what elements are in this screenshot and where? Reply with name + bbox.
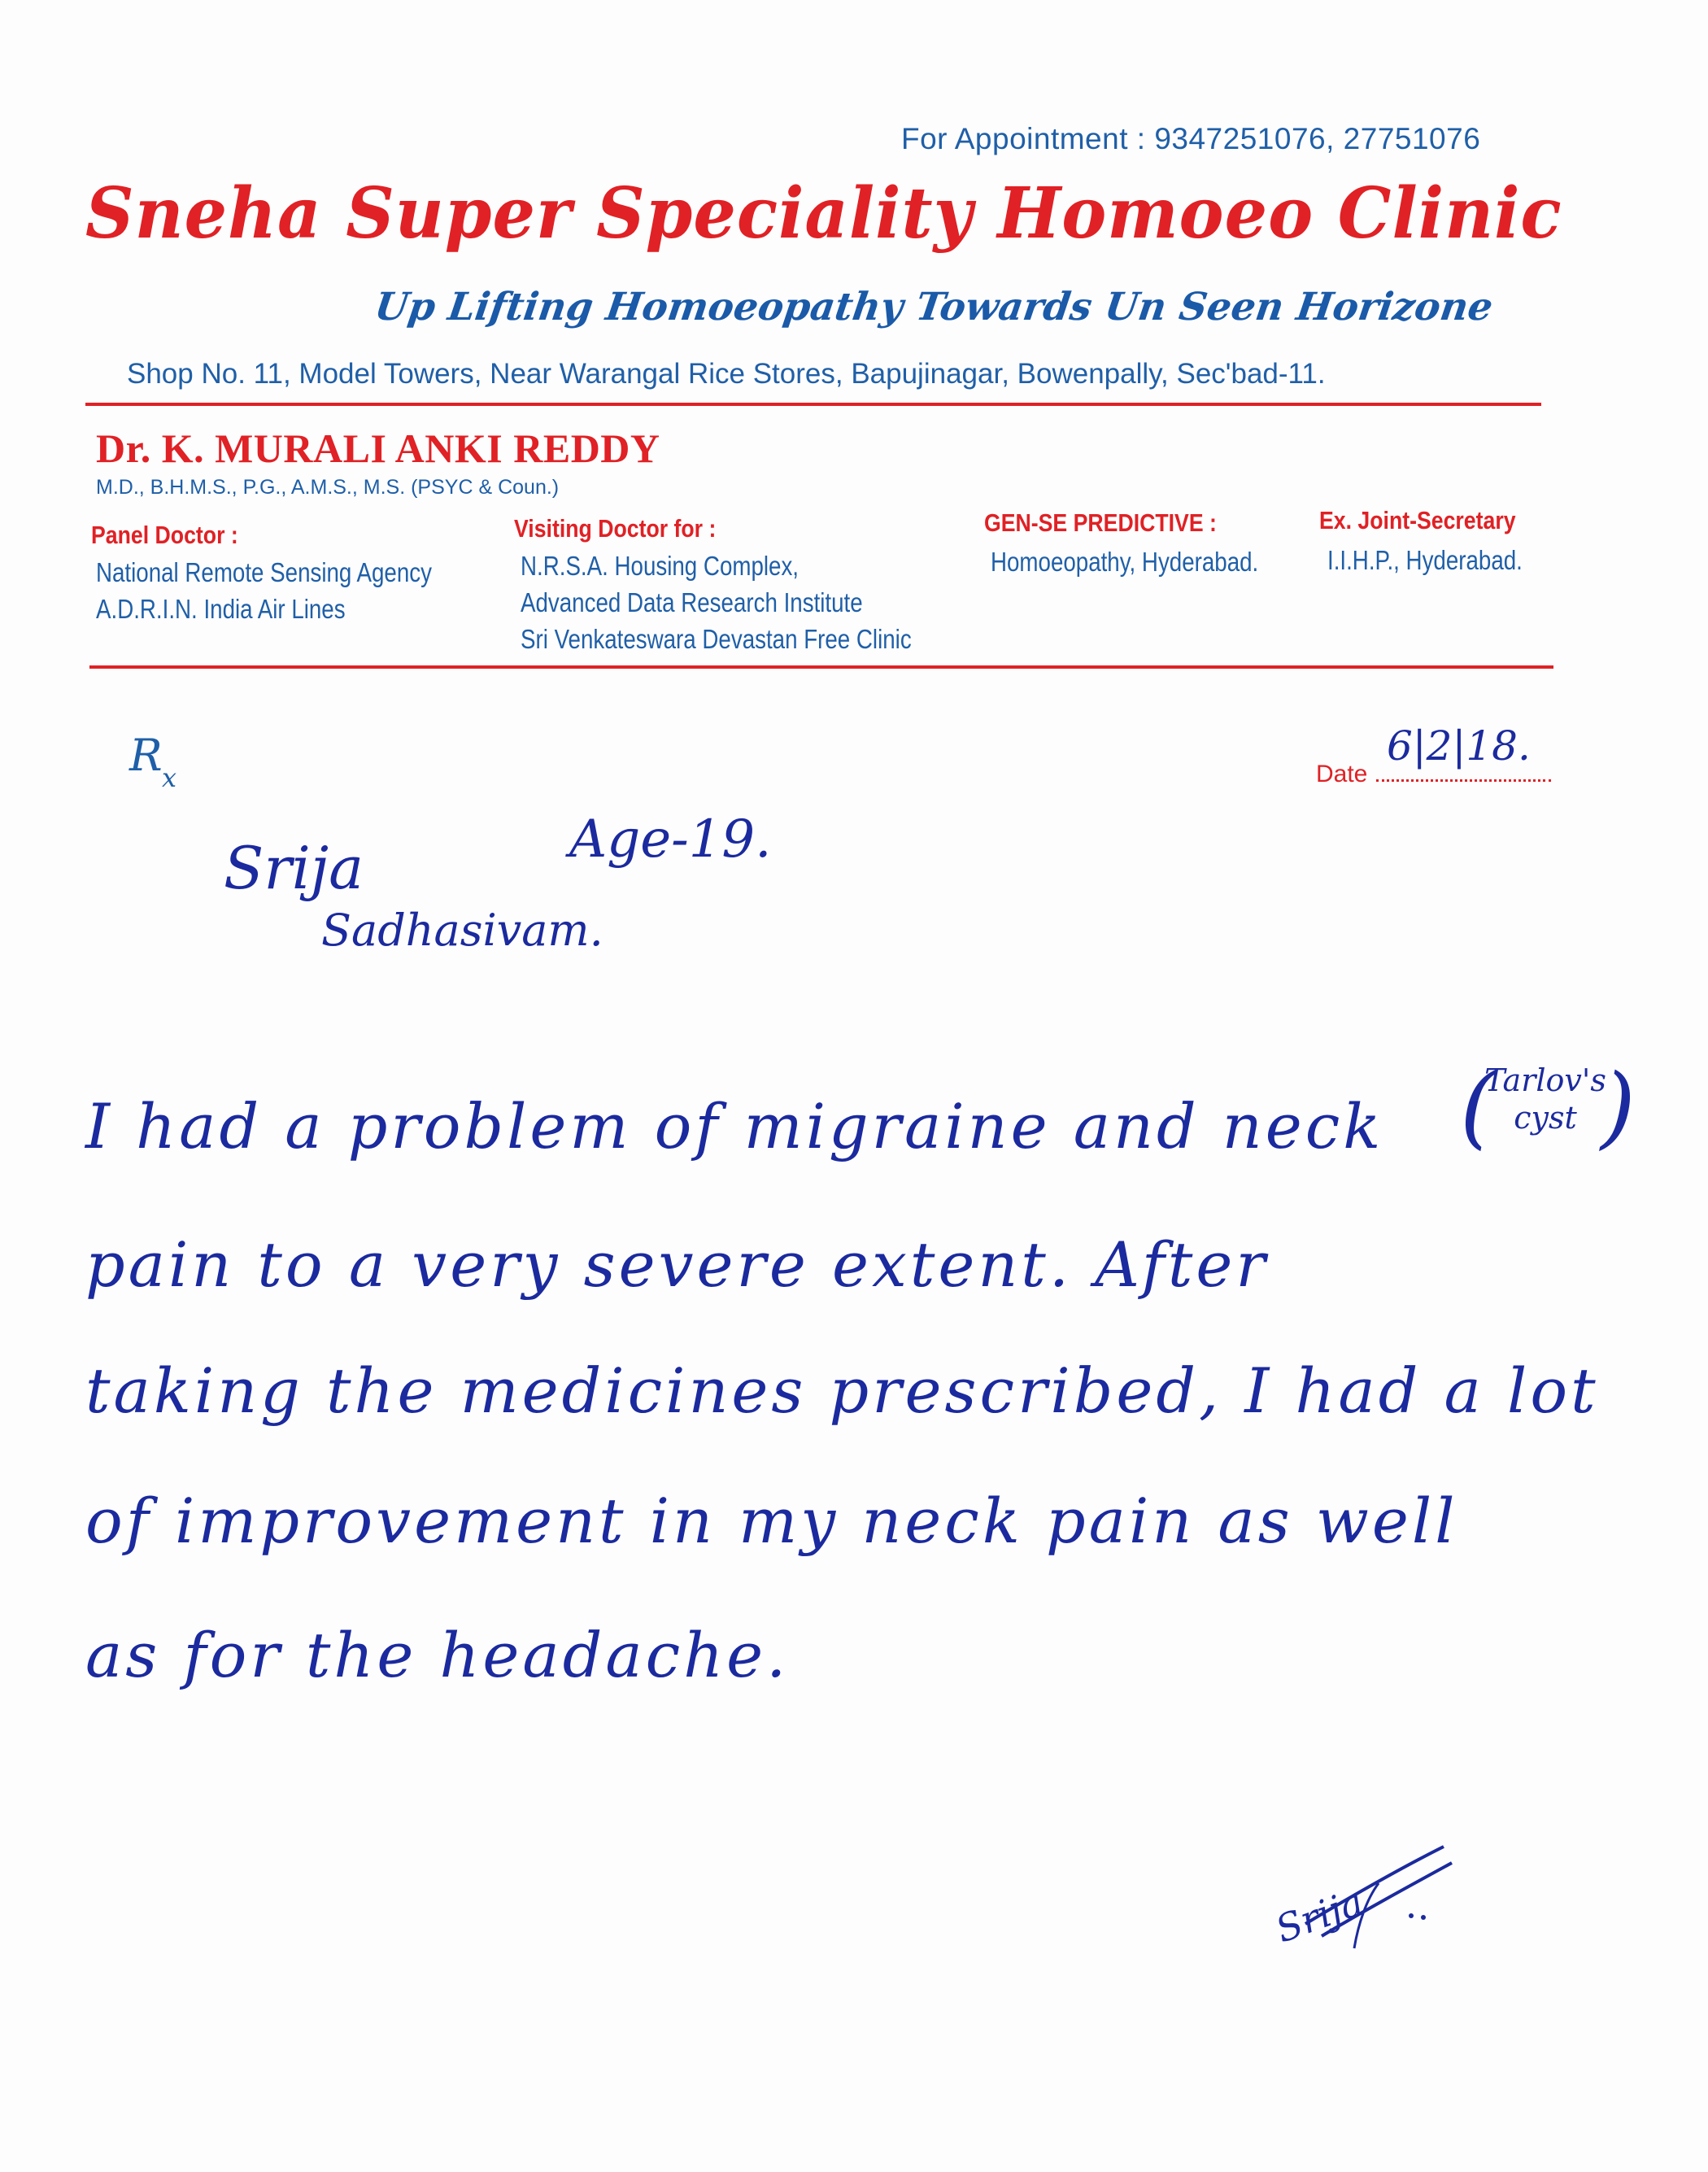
note-open-paren: (: [1460, 1054, 1495, 1158]
doctor-name: Dr. K. MURALI ANKI REDDY: [96, 425, 660, 471]
note-close-paren: ): [1601, 1054, 1636, 1158]
clinic-name: Sneha Super Speciality Homoeo Clinic: [85, 172, 1562, 255]
date-label: Date: [1316, 761, 1368, 787]
testimonial-line: taking the medicines prescribed, I had a lot: [85, 1354, 1599, 1427]
clinic-tagline: Up Lifting Homoeopathy Towards Un Seen Horizone: [372, 285, 1496, 329]
joint-secretary-title: Ex. Joint-Secretary: [1319, 506, 1516, 534]
visiting-doctor-line: Sri Venkateswara Devastan Free Clinic: [521, 624, 912, 654]
rx-icon: [126, 728, 199, 793]
visiting-doctor-line: N.R.S.A. Housing Complex,: [521, 551, 800, 581]
testimonial-line: as for the headache.: [85, 1619, 790, 1691]
header-divider: [85, 403, 1541, 406]
gen-se-title: GEN-SE PREDICTIVE :: [984, 508, 1217, 537]
doctor-qualifications: M.D., B.H.M.S., P.G., A.M.S., M.S. (PSYC & Coun.): [96, 476, 560, 499]
patient-age: Age-19.: [569, 809, 772, 870]
signature: [1257, 1826, 1460, 1981]
testimonial-line: of improvement in my neck pain as well: [85, 1485, 1458, 1557]
testimonial-line: I had a problem of migraine and neck: [85, 1090, 1384, 1162]
date-dotted-line: [1376, 779, 1551, 782]
visiting-doctor-title: Visiting Doctor for :: [514, 514, 717, 543]
patient-surname: Sadhasivam.: [321, 905, 603, 956]
svg-text:x: x: [162, 762, 177, 793]
joint-secretary-line: I.I.H.P., Hyderabad.: [1327, 545, 1523, 575]
panel-doctor-title: Panel Doctor :: [91, 521, 238, 549]
date-value: 6|2|18.: [1387, 722, 1531, 770]
testimonial-line: pain to a very severe extent. After: [85, 1228, 1269, 1301]
signature-stroke: [1305, 1847, 1444, 1924]
signature-text: Srija: [1270, 1879, 1370, 1952]
appointment-line: For Appointment : 9347251076, 27751076: [901, 122, 1481, 155]
svg-text:R: R: [129, 730, 163, 781]
panel-doctor-line: National Remote Sensing Agency: [96, 557, 432, 587]
section-divider: [89, 665, 1553, 669]
gen-se-line: Homoeopathy, Hyderabad.: [991, 547, 1259, 577]
visiting-doctor-line: Advanced Data Research Institute: [521, 587, 863, 617]
signature-dot: [1421, 1915, 1426, 1920]
side-note: Tarlov's cyst: [1484, 1062, 1606, 1136]
panel-doctor-line: A.D.R.I.N. India Air Lines: [96, 594, 346, 624]
clinic-address: Shop No. 11, Model Towers, Near Warangal Rice Stores, Bapujinagar, Bowenpally, Sec'bad-11.: [127, 358, 1326, 390]
signature-dot: [1409, 1913, 1414, 1918]
patient-name: Srija: [224, 834, 364, 902]
